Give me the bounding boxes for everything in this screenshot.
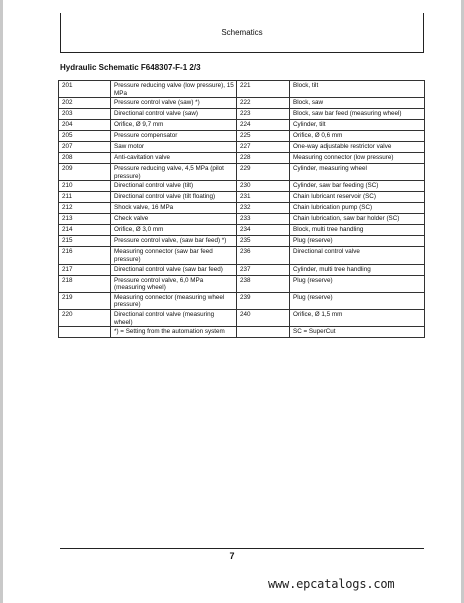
table-row [59, 153, 425, 164]
item-number: 203 [59, 109, 111, 120]
item-description: Block, tilt [290, 81, 425, 98]
item-description: Plug (reserve) [290, 275, 425, 292]
table-row [59, 120, 425, 131]
table-row [59, 264, 425, 275]
table-row [59, 142, 425, 153]
footer-rule [60, 548, 424, 549]
table-row [59, 247, 425, 264]
item-description: Orifice, Ø 9,7 mm [111, 120, 237, 131]
item-number: 240 [237, 309, 290, 326]
table-row [59, 181, 425, 192]
table-row [59, 236, 425, 247]
item-description: Saw motor [111, 142, 237, 153]
item-number: 229 [237, 164, 290, 181]
item-number: 234 [237, 225, 290, 236]
item-description: Block, saw bar feed (measuring wheel) [290, 109, 425, 120]
item-number: 204 [59, 120, 111, 131]
item-number: 208 [59, 153, 111, 164]
item-number: 239 [237, 292, 290, 309]
item-number: 202 [59, 98, 111, 109]
item-description: Pressure reducing valve, 4,5 MPa (pilot pressure) [111, 164, 237, 181]
table-row [59, 98, 425, 109]
item-number: 231 [237, 192, 290, 203]
item-number: 237 [237, 264, 290, 275]
item-description: SC = SuperCut [290, 327, 425, 338]
item-description: Pressure reducing valve (low pressure), 15 MPa [111, 81, 237, 98]
item-number: 218 [59, 275, 111, 292]
item-number: 228 [237, 153, 290, 164]
item-number: 221 [237, 81, 290, 98]
item-description: Cylinder, measuring wheel [290, 164, 425, 181]
item-number: 216 [59, 247, 111, 264]
page-header [60, 13, 424, 53]
item-description: Cylinder, multi tree handling [290, 264, 425, 275]
item-description: Directional control valve (saw bar feed) [111, 264, 237, 275]
item-description: Directional control valve (tilt) [111, 181, 237, 192]
item-description: Pressure control valve (saw) *) [111, 98, 237, 109]
item-number: 225 [237, 131, 290, 142]
item-number: 217 [59, 264, 111, 275]
table-row [59, 131, 425, 142]
item-description: Chain lubrication, saw bar holder (SC) [290, 214, 425, 225]
item-description: Pressure control valve, 6,0 MPa (measuring wheel) [111, 275, 237, 292]
item-number: 212 [59, 203, 111, 214]
item-number [237, 327, 290, 338]
table-row [59, 275, 425, 292]
page-edge-left [0, 0, 3, 603]
item-description: Orifice, Ø 0,6 mm [290, 131, 425, 142]
table-row [59, 292, 425, 309]
item-number: 232 [237, 203, 290, 214]
item-number: 233 [237, 214, 290, 225]
item-description: Pressure control valve, (saw bar feed) *) [111, 236, 237, 247]
item-description: *) = Setting from the automation system [111, 327, 237, 338]
page-number: 7 [229, 551, 235, 561]
item-description: One-way adjustable restrictor valve [290, 142, 425, 153]
item-description: Cylinder, tilt [290, 120, 425, 131]
item-number: 224 [237, 120, 290, 131]
item-number: 236 [237, 247, 290, 264]
item-number: 219 [59, 292, 111, 309]
table-row [59, 203, 425, 214]
item-description: Chain lubrication pump (SC) [290, 203, 425, 214]
item-description: Plug (reserve) [290, 236, 425, 247]
item-number: 220 [59, 309, 111, 326]
table-row [59, 327, 425, 338]
header-title: Schematics [221, 28, 263, 37]
component-table [58, 80, 425, 338]
item-number: 227 [237, 142, 290, 153]
table-row [59, 309, 425, 326]
item-number: 211 [59, 192, 111, 203]
item-number: 207 [59, 142, 111, 153]
item-description: Directional control valve (tilt floating) [111, 192, 237, 203]
item-description: Chain lubricant reservoir (SC) [290, 192, 425, 203]
item-description: Directional control valve (saw) [111, 109, 237, 120]
item-description: Block, multi tree handling [290, 225, 425, 236]
item-number: 205 [59, 131, 111, 142]
item-number: 238 [237, 275, 290, 292]
item-description: Orifice, Ø 1,5 mm [290, 309, 425, 326]
item-description: Measuring connector (measuring wheel pressure) [111, 292, 237, 309]
table-row [59, 225, 425, 236]
table-row [59, 81, 425, 98]
item-description: Cylinder, saw bar feeding (SC) [290, 181, 425, 192]
item-number: 210 [59, 181, 111, 192]
item-number: 214 [59, 225, 111, 236]
item-number: 222 [237, 98, 290, 109]
item-description: Shock valve, 16 MPa [111, 203, 237, 214]
item-description: Orifice, Ø 3,0 mm [111, 225, 237, 236]
item-number: 223 [237, 109, 290, 120]
item-number: 215 [59, 236, 111, 247]
item-description: Directional control valve [290, 247, 425, 264]
item-description: Pressure compensator [111, 131, 237, 142]
table-row [59, 164, 425, 181]
watermark-text: www.epcatalogs.com [268, 577, 395, 591]
item-description: Measuring connector (saw bar feed pressure) [111, 247, 237, 264]
item-description: Anti-cavitation valve [111, 153, 237, 164]
item-description: Plug (reserve) [290, 292, 425, 309]
item-number [59, 327, 111, 338]
item-number: 230 [237, 181, 290, 192]
item-description: Check valve [111, 214, 237, 225]
component-table-body [59, 81, 425, 338]
table-row [59, 192, 425, 203]
item-description: Measuring connector (low pressure) [290, 153, 425, 164]
table-row [59, 214, 425, 225]
item-description: Directional control valve (measuring wheel) [111, 309, 237, 326]
table-row [59, 109, 425, 120]
item-number: 213 [59, 214, 111, 225]
item-number: 235 [237, 236, 290, 247]
item-number: 209 [59, 164, 111, 181]
item-number: 201 [59, 81, 111, 98]
item-description: Block, saw [290, 98, 425, 109]
section-title: Hydraulic Schematic F648307-F-1 2/3 [60, 63, 201, 72]
